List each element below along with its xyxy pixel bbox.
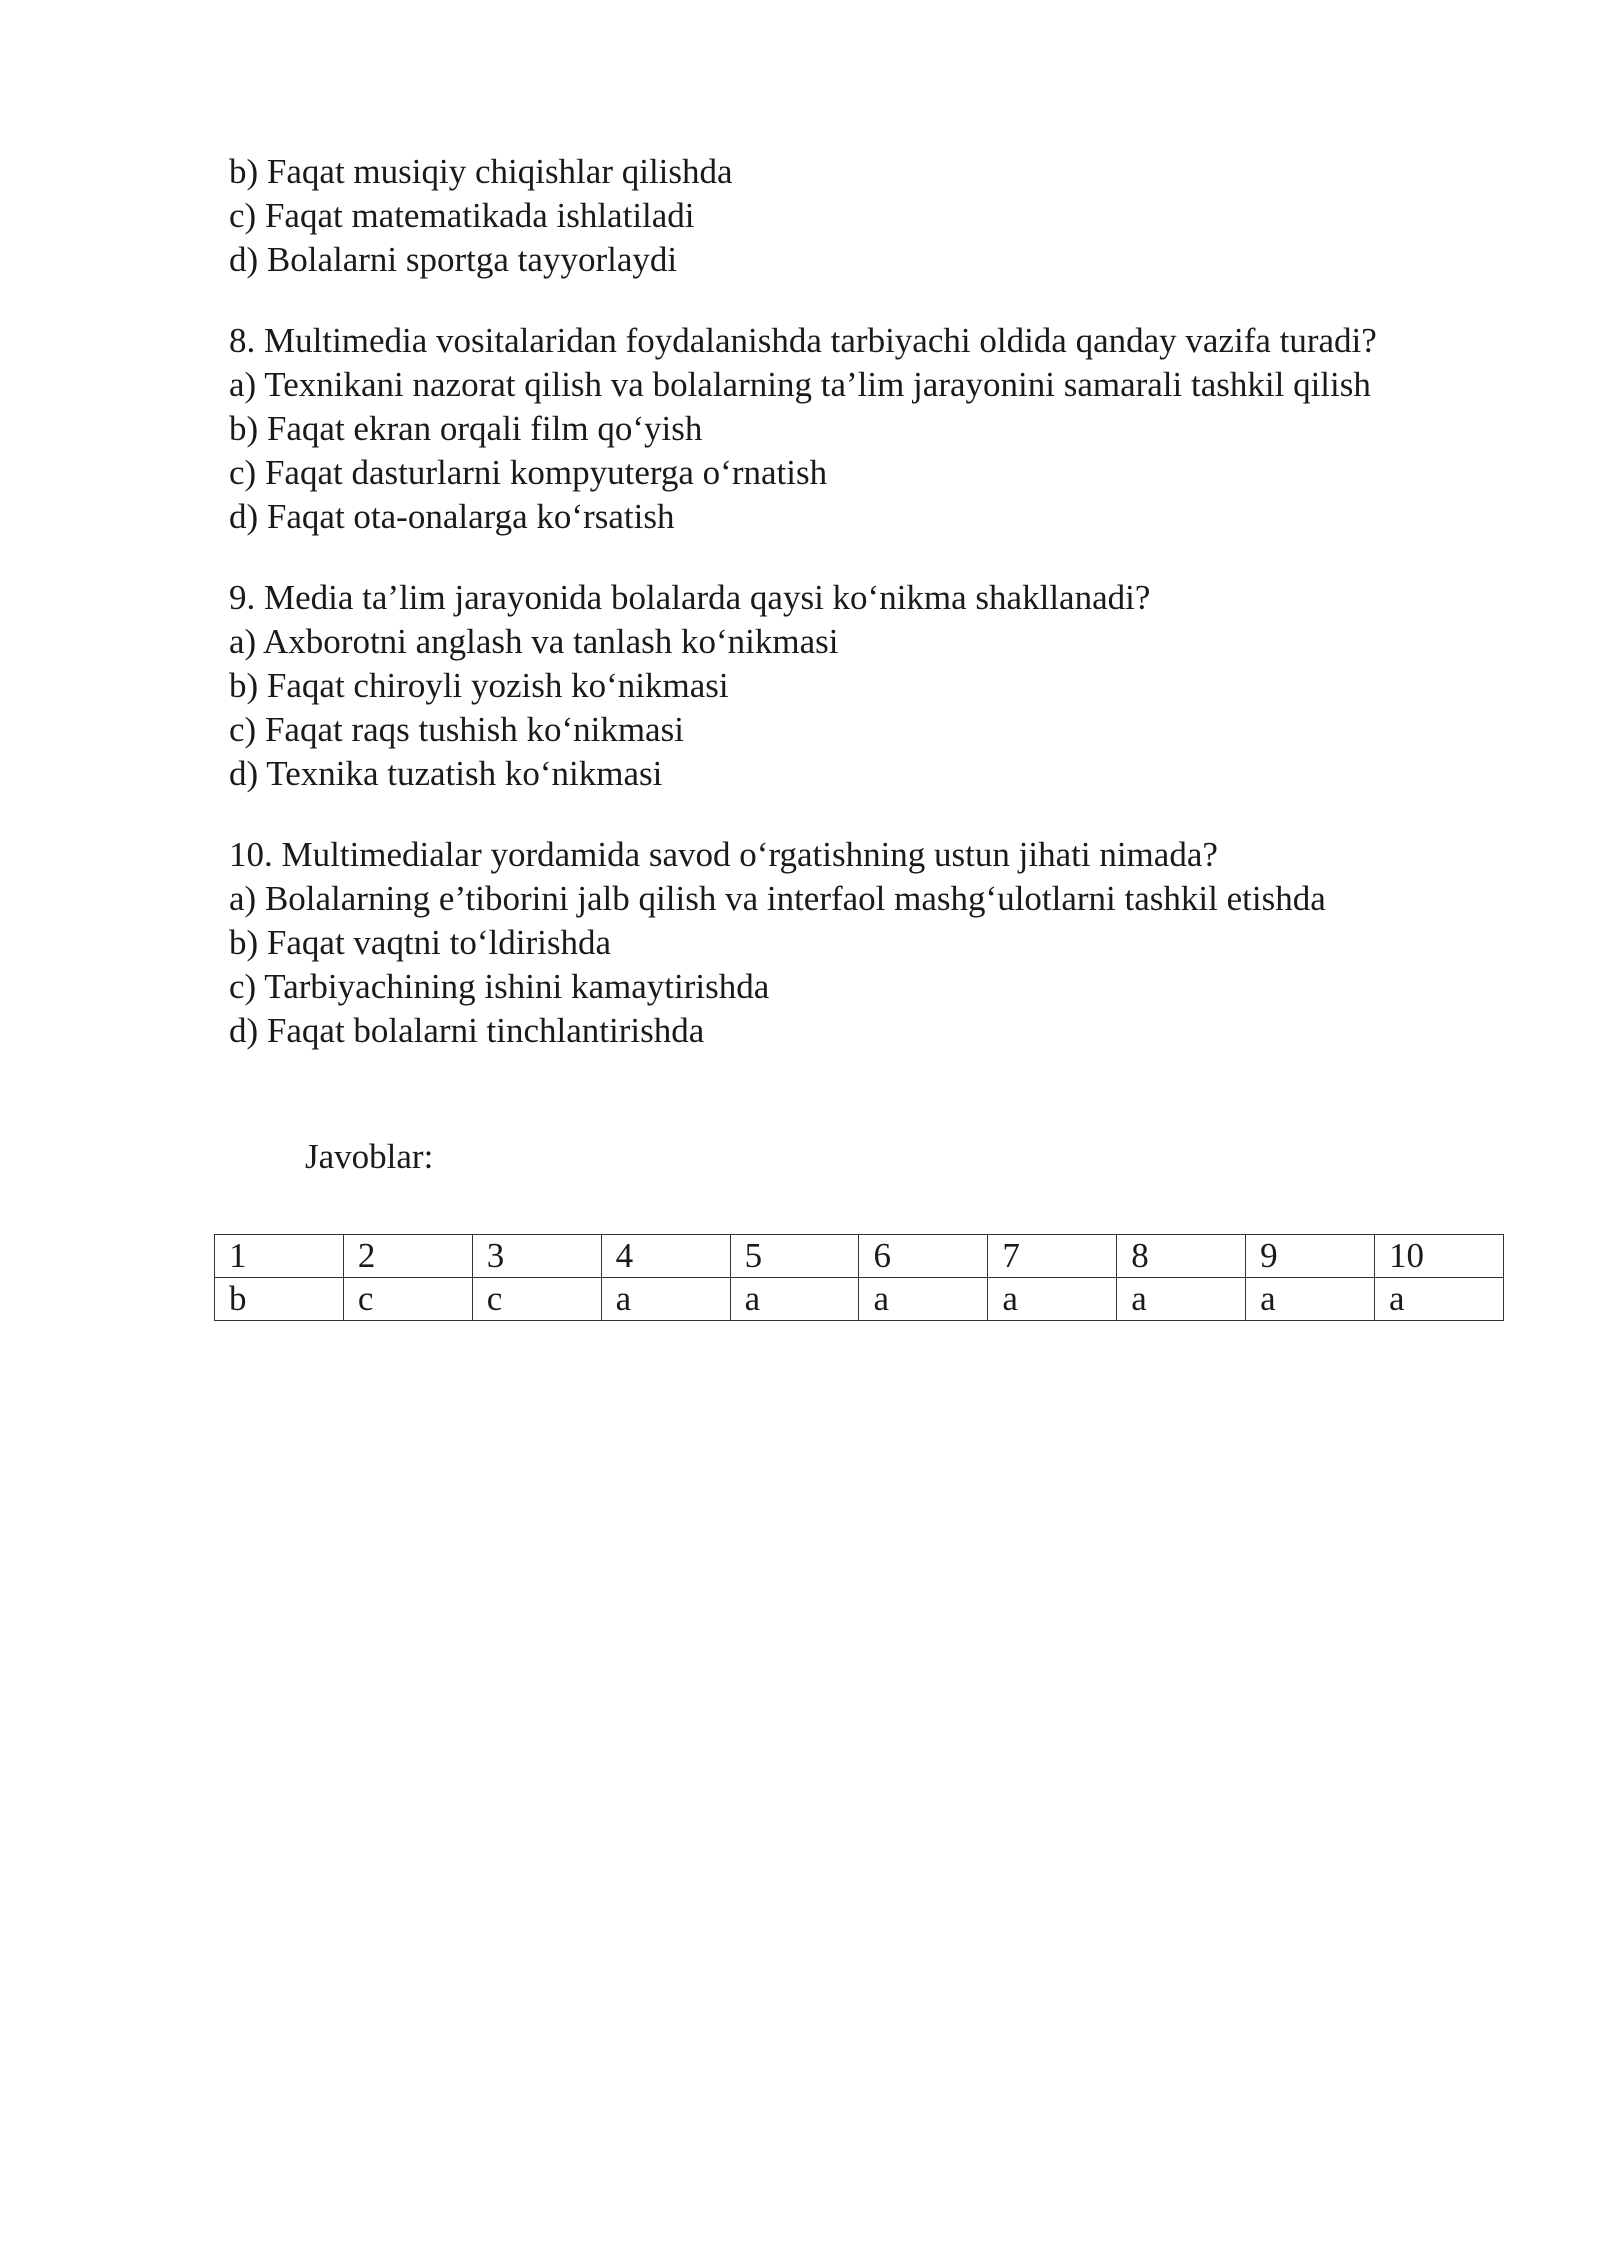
option-line: a) Bolalarning e’tiborini jalb qilish va interfaol mashg‘ulotlarni tashkil etishda	[229, 879, 1326, 918]
question-block-10	[229, 833, 1529, 1053]
option-line: d) Faqat bolalarni tinchlantirishda	[229, 1011, 705, 1050]
question-text: 10. Multimedialar yordamida savod o‘rgatishning ustun jihati nimada?	[229, 835, 1218, 874]
answer-number-cell: 9	[1246, 1235, 1375, 1278]
answer-number-cell: 5	[730, 1235, 859, 1278]
answers-number-row	[215, 1235, 1504, 1278]
answers-letter-row	[215, 1278, 1504, 1321]
option-line: d) Texnika tuzatish ko‘nikmasi	[229, 754, 663, 793]
question-block-9	[229, 576, 1529, 796]
lead-options	[229, 150, 1529, 282]
option-line: b) Faqat chiroyli yozish ko‘nikmasi	[229, 666, 729, 705]
option-line: b) Faqat ekran orqali film qo‘yish	[229, 409, 703, 448]
answer-letter-cell: b	[215, 1278, 344, 1321]
answer-number-cell: 3	[472, 1235, 601, 1278]
answer-letter-cell: a	[1375, 1278, 1504, 1321]
answer-number-cell: 7	[988, 1235, 1117, 1278]
answer-number-cell: 10	[1375, 1235, 1504, 1278]
question-text: 9. Media ta’lim jarayonida bolalarda qaysi ko‘nikma shakllanadi?	[229, 578, 1151, 617]
answer-number-cell: 8	[1117, 1235, 1246, 1278]
answer-number-cell: 6	[859, 1235, 988, 1278]
answer-letter-cell: a	[859, 1278, 988, 1321]
answer-letter-cell: a	[730, 1278, 859, 1321]
question-block-8	[229, 319, 1529, 539]
answer-number-cell: 1	[215, 1235, 344, 1278]
option-line: b) Faqat musiqiy chiqishlar qilishda	[229, 152, 733, 191]
answers-title: Javoblar:	[305, 1137, 434, 1176]
answer-letter-cell: a	[988, 1278, 1117, 1321]
answer-number-cell: 2	[343, 1235, 472, 1278]
option-line: a) Axborotni anglash va tanlash ko‘nikmasi	[229, 622, 839, 661]
option-line: c) Tarbiyachining ishini kamaytirishda	[229, 967, 770, 1006]
option-line: b) Faqat vaqtni to‘ldirishda	[229, 923, 612, 962]
answer-number-cell: 4	[601, 1235, 730, 1278]
answer-letter-cell: a	[1246, 1278, 1375, 1321]
question-text: 8. Multimedia vositalaridan foydalanishda tarbiyachi oldida qanday vazifa turadi?	[229, 321, 1377, 360]
option-line: d) Faqat ota-onalarga ko‘rsatish	[229, 497, 675, 536]
answers-table	[214, 1234, 1504, 1321]
option-line: c) Faqat raqs tushish ko‘nikmasi	[229, 710, 684, 749]
answer-letter-cell: a	[601, 1278, 730, 1321]
answer-letter-cell: c	[343, 1278, 472, 1321]
option-line: a) Texnikani nazorat qilish va bolalarning ta’lim jarayonini samarali tashkil qilish	[229, 365, 1371, 404]
option-line: c) Faqat dasturlarni kompyuterga o‘rnatish	[229, 453, 828, 492]
answer-letter-cell: a	[1117, 1278, 1246, 1321]
document-page	[229, 150, 1529, 1053]
answer-letter-cell: c	[472, 1278, 601, 1321]
option-line: d) Bolalarni sportga tayyorlaydi	[229, 240, 678, 279]
option-line: c) Faqat matematikada ishlatiladi	[229, 196, 695, 235]
